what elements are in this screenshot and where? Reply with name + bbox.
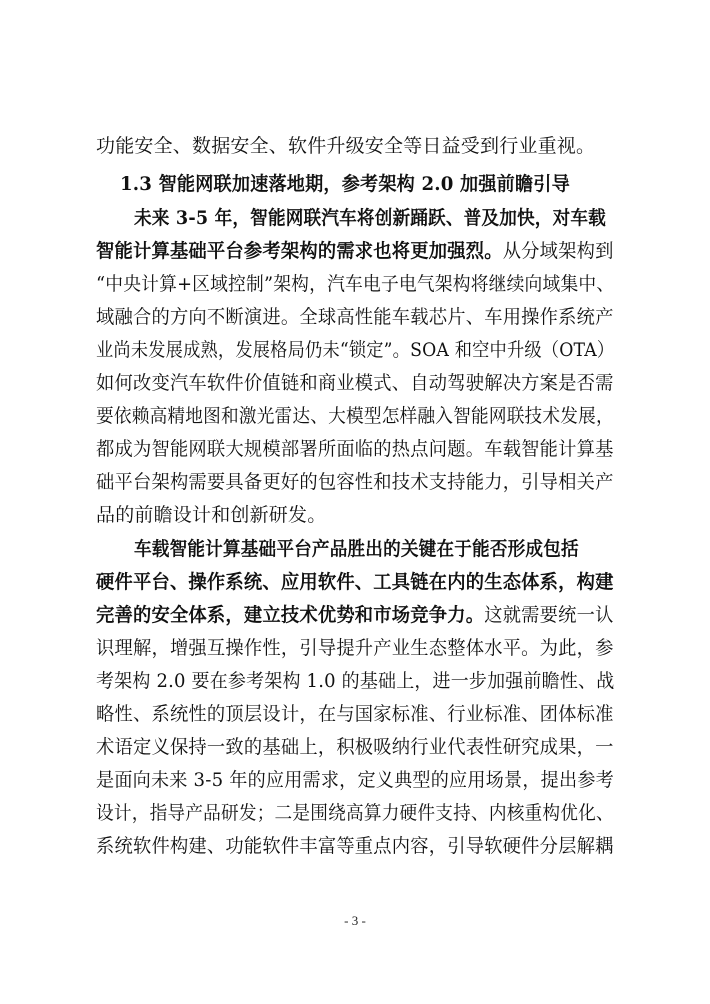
paragraph-line	[96, 669, 615, 693]
heading-text: 1.3 智能网联加速落地期，参考架构 2.0 加强前瞻引导	[120, 173, 570, 195]
bold-text-run: 未来 3-5 年，智能网联汽车将创新踊跃、普及加快，对车载	[134, 207, 606, 229]
paragraph-line	[96, 338, 615, 362]
paragraph-line	[134, 537, 614, 561]
paragraph-line	[96, 503, 614, 527]
paragraph-line	[134, 206, 614, 230]
text-run: 考架构 2.0 要在参考架构 1.0 的基础上，进一步加强前瞻性、战	[96, 670, 615, 692]
paragraph-line	[96, 603, 614, 627]
paragraph-line	[96, 768, 614, 792]
text-run: 术语定义保持一致的基础上，积极吸纳行业代表性研究成果，一	[96, 736, 614, 758]
bold-text-run: 完善的安全体系，建立技术优势和市场竞争力。	[96, 604, 485, 626]
paragraph-line	[96, 702, 614, 726]
bold-text-run: 智能计算基础平台参考架构的需求也将更加强烈。	[96, 240, 503, 262]
paragraph-line	[96, 470, 614, 494]
text-run: 略性、系统性的顶层设计，在与国家标准、行业标准、团体标准	[96, 703, 614, 725]
paragraph-line	[96, 636, 614, 660]
text-run: “中央计算+区域控制”架构，汽车电子电气架构将继续向域集中、	[96, 273, 615, 295]
bold-text-run: 硬件平台、操作系统、应用软件、工具链在内的生态体系，构建	[96, 571, 614, 593]
text-run: 设计，指导产品研发；二是围绕高算力硬件支持、内核重构优化、	[96, 802, 614, 824]
paragraph-line	[96, 570, 614, 594]
text-run: 功能安全、数据安全、软件升级安全等日益受到行业重视。	[96, 135, 596, 157]
paragraph-line	[96, 134, 614, 158]
paragraph-line	[96, 272, 615, 296]
text-run: 要依赖高精地图和激光雷达、大模型怎样融入智能网联技术发展，	[96, 405, 614, 427]
paragraph-line	[96, 801, 614, 825]
text-run: 品的前瞻设计和创新研发。	[96, 504, 327, 526]
text-run: 域融合的方向不断演进。全球高性能车载芯片、车用操作系统产	[96, 306, 614, 328]
text-run: 如何改变汽车软件价值链和商业模式、自动驾驶解决方案是否需	[96, 372, 614, 394]
text-run: 系统软件构建、功能软件丰富等重点内容，引导软硬件分层解耦	[96, 835, 614, 857]
paragraph-line	[96, 371, 614, 395]
bold-text-run: 车载智能计算基础平台产品胜出的关键在于能否形成包括	[134, 538, 579, 560]
paragraph-line	[96, 834, 614, 858]
paragraph-line	[96, 437, 614, 461]
page-number: - 3 -	[344, 913, 366, 928]
text-run: 础平台架构需要具备更好的包容性和技术支持能力，引导相关产	[96, 471, 614, 493]
paragraph-line	[96, 305, 614, 329]
text-run: 从分域架构到	[502, 240, 614, 262]
text-run: 都成为智能网联大规模部署所面临的热点问题。车载智能计算基	[96, 438, 614, 460]
paragraph-line	[96, 735, 614, 759]
text-run: 是面向未来 3-5 年的应用需求，定义典型的应用场景，提出参考	[96, 769, 614, 791]
text-run: 识理解，增强互操作性，引导提升产业生态整体水平。为此，参	[96, 637, 614, 659]
section-heading	[120, 172, 614, 196]
paragraph-line	[96, 239, 614, 263]
text-run: 业尚未发展成熟，发展格局仍未“锁定”。SOA 和空中升级（OTA）	[96, 339, 615, 361]
text-run: 这就需要统一认	[484, 604, 614, 626]
paragraph-line	[96, 404, 614, 428]
